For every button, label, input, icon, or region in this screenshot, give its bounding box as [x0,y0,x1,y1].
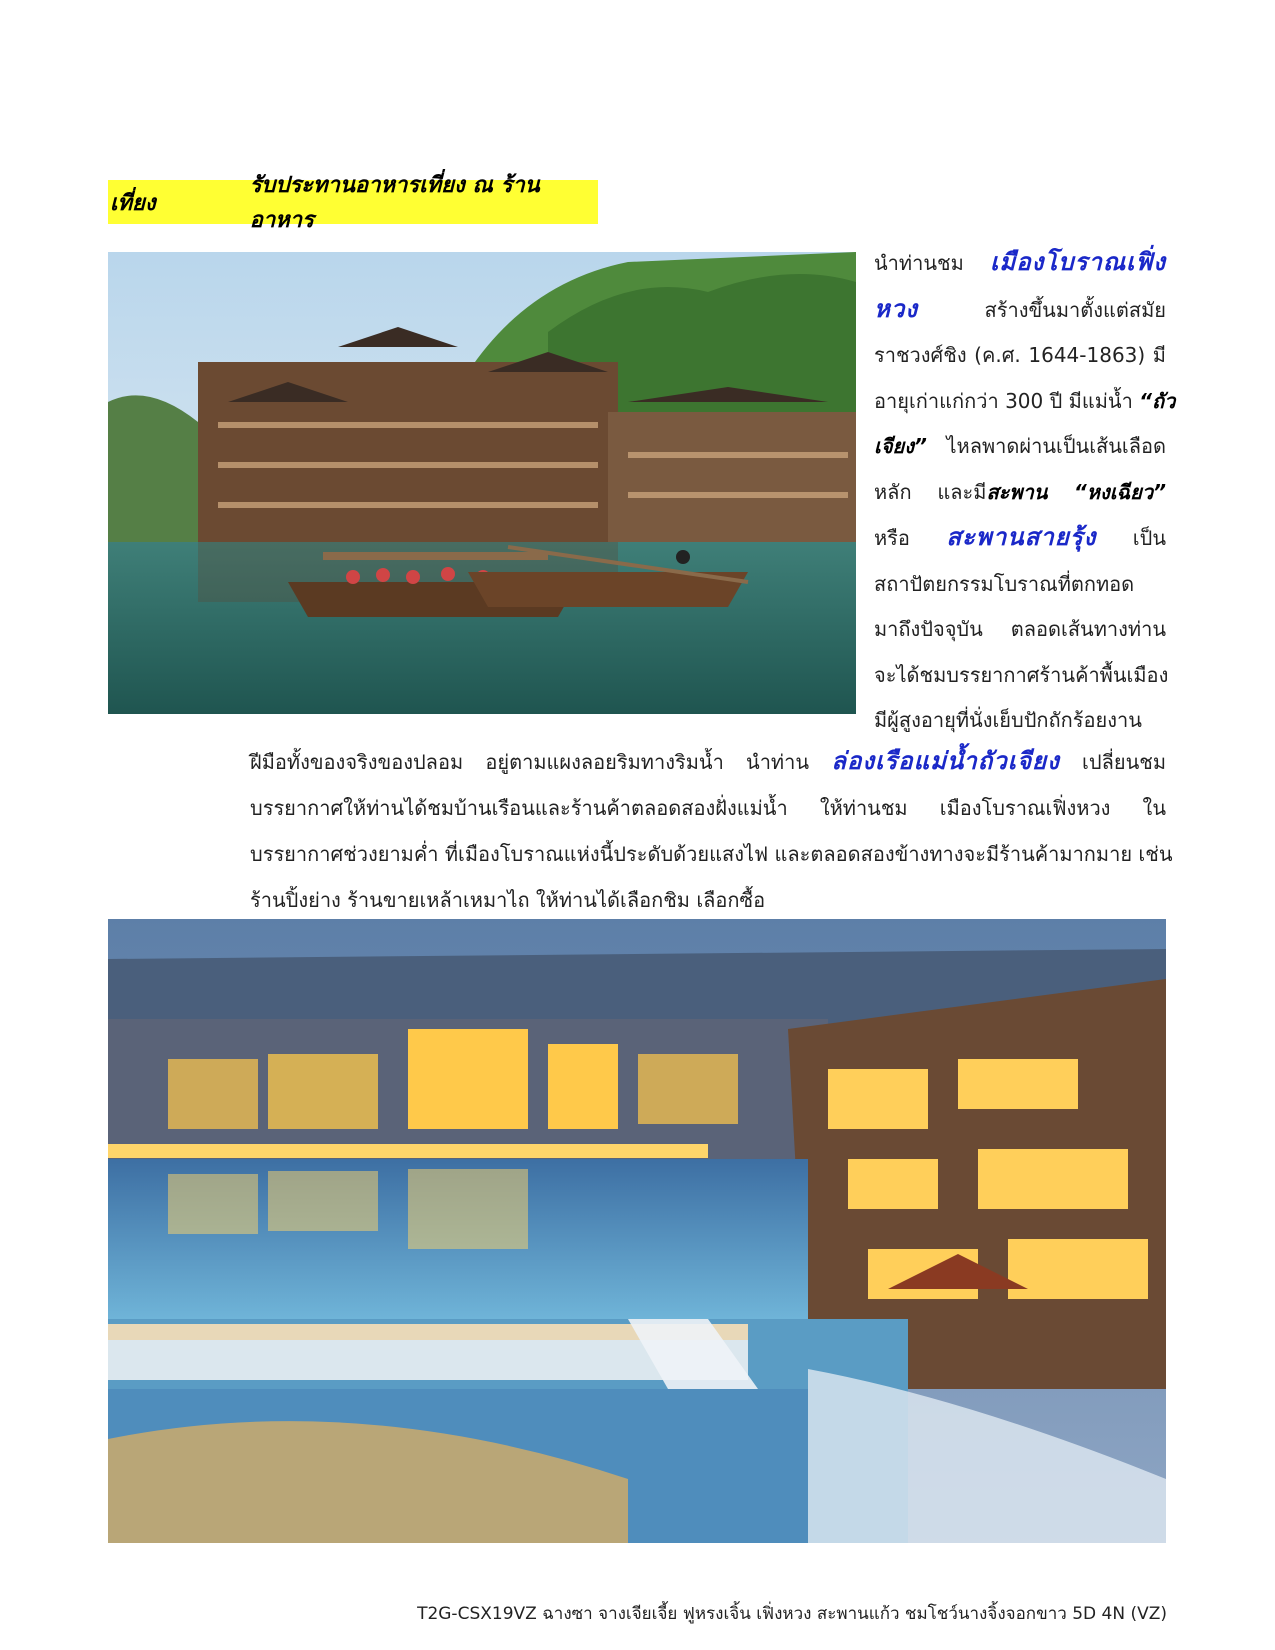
text-line [874,424,1166,470]
river-name-bold: “ถัว [1139,388,1176,413]
text-span: ฝีมือทั้งของจริงของปลอม อยู่ตามแผงลอยริมทางริมน้ำ นำท่าน [250,750,832,774]
intro-paragraph-continued [250,738,1173,923]
photo-fenghuang-night [108,919,1166,1543]
river-cruise-highlight: ล่องเรือแม่น้ำถัวเจียง [831,747,1060,775]
document-footer: T2G-CSX19VZ ฉางซา จางเจียเจี้ย ฟูหรงเจิ้น เฟิ่งหวง สะพานแก้ว ชมโชว์นางจิ้งจอกขาว 5D 4N (VZ) [417,1604,1167,1624]
bridge-name-highlight: สะพานสายรุ้ง [946,523,1097,551]
meal-description: รับประทานอาหารเที่ยง ณ ร้านอาหาร [249,173,540,233]
text-line [874,379,1176,425]
text-line: ราชวงศ์ชิง (ค.ศ. 1644-1863) มี [874,343,1166,367]
text-line: บรรยากาศให้ท่านได้ชมบ้านเรือนและร้านค้าตลอดสองฝั่งแม่น้ำ ให้ท่านชม เมืองโบราณเฟิ่งหวง ใน [250,796,1166,820]
text-span: เป็น [1096,526,1166,550]
text-line [250,738,1166,785]
text-line [874,470,1166,516]
meal-label: เที่ยง [110,190,156,216]
bridge-name-bold: สะพาน “หงเฉียว” [986,479,1166,504]
text-span: สร้างขึ้นมาตั้งแต่สมัย [918,297,1166,322]
text-line [874,240,1166,287]
text-span: เปลี่ยนชม [1059,750,1166,774]
text-line [874,515,1166,562]
text-line: ร้านปิ้งย่าง ร้านขายเหล้าเหมาไถ ให้ท่านได้เลือกชิม เลือกซื้อ [250,888,766,912]
photo-fenghuang-daytime [108,252,856,714]
place-name-highlight: หวง [874,294,919,323]
text-span: หรือ [874,526,947,550]
place-name-highlight: เมืองโบราณเฟิ่ง [990,248,1166,276]
text-line: มาถึงปัจจุบัน ตลอดเส้นทางท่าน [874,617,1166,641]
text-span: นำท่านชม [874,251,991,275]
text-line: สถาปัตยกรรมโบราณที่ตกทอด [874,571,1135,596]
text-line [874,287,1166,334]
text-line: จะได้ชมบรรยากาศร้านค้าพื้นเมือง [874,662,1169,687]
meal-heading [108,173,598,233]
text-line: มีผู้สูงอายุที่นั่งเย็บปักถักร้อยงาน [874,708,1142,732]
river-name-bold: เจียง” [874,434,927,458]
intro-paragraph-side [874,240,1176,744]
text-line: บรรยากาศช่วงยามค่ำ ที่เมืองโบราณแห่งนี้ประดับด้วยแสงไฟ และตลอดสองข้างทางจะมีร้านค้ามากมาย เช่น [250,842,1173,866]
text-span: ไหลพาดผ่านเป็นเส้นเลือด [926,434,1166,458]
text-span: อายุเก่าแก่กว่า 300 ปี มีแม่น้ำ [874,388,1140,413]
text-span: หลัก และมี [874,479,987,504]
